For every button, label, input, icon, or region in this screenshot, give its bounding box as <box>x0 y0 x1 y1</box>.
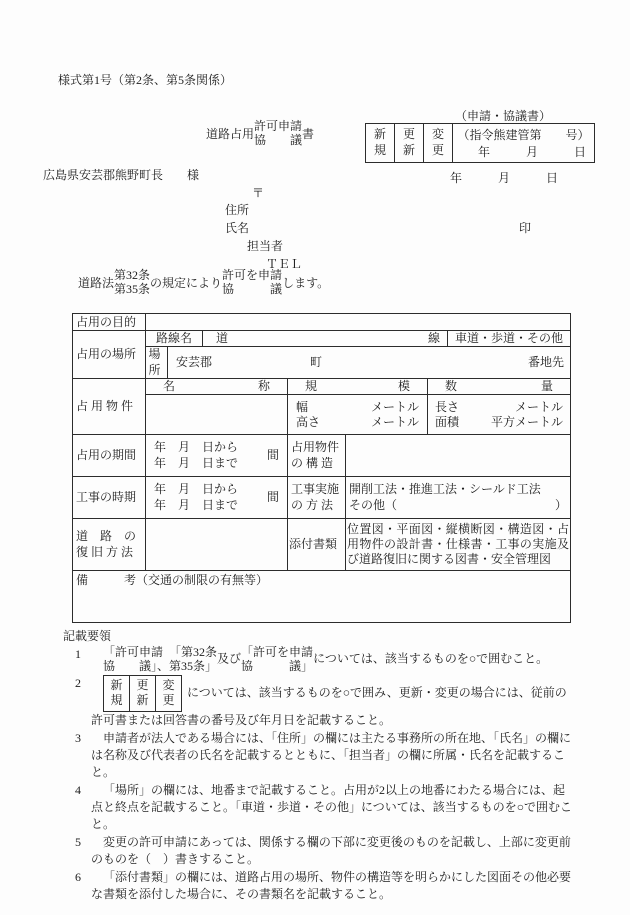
instruction-item-5-body: 変更の許可申請にあっては、関係する欄の下部に変更後のものを記載し、上部に変更前のものを（ ）書きすること。 <box>91 834 571 866</box>
instruction-item-2-body <box>91 675 575 729</box>
instruction-item-6: 6 「添付書類」の欄には、道路占用の場所、物件の構造等を明らかにした図面その他必要な書類を添付した場合に、その書類名を記載すること。 <box>63 869 575 903</box>
permit-option-new: 新規 <box>366 124 395 162</box>
object-name-cell <box>146 395 288 435</box>
occupancy-form-table <box>72 313 571 623</box>
scale-header-cell: 規 模 <box>288 379 428 395</box>
instruction-item-2: 2 新規 更新 変更 については、該当するものを○で囲み、更新・変更の場合には、従前の許可書または回答書の番号及び年月日を記載すること。 <box>63 675 575 729</box>
note2-tail: については、該当するものを○で囲み、更新・変更の場合には、従前の許可書または回答書の番号及び年月日を記載すること。 <box>91 684 567 727</box>
method-label-cell: 工事実施 の 方 法 <box>288 477 346 519</box>
spot-county: 安芸郡 <box>176 355 213 370</box>
height-unit: メートル <box>370 414 419 429</box>
note1-mid: 及び <box>217 651 242 666</box>
address-field-label: 住所 <box>225 203 250 217</box>
form-title-stack <box>254 119 302 148</box>
method-options: 開削工法・推進工法・シールド工法 <box>349 482 541 497</box>
area-label: 面積 <box>435 414 460 429</box>
form-title-suffix: 書 <box>302 126 315 141</box>
form-title-stack-top: 許可申請 <box>254 119 303 133</box>
note1-stack-permit: 「許可申請 協 議」、 <box>103 645 170 673</box>
length-label: 長さ <box>435 399 460 414</box>
restore-value-cell <box>146 519 288 571</box>
name-header-cell: 名 称 <box>146 379 288 395</box>
instruction-item-3-body: 申請者が法人である場合には、「住所」の欄には主たる事務所の所在地、「氏名」の欄には名称及び代表者の氏名を記載するとともに、「担当者」の欄に所属・氏名を記載すること。 <box>91 730 572 779</box>
directive-number-line: （指令熊建管第 号） <box>457 128 590 142</box>
spot-value-cell <box>168 347 571 379</box>
application-consultation-note: （申請・協議書） <box>455 109 552 123</box>
instruction-item-4: 4 「場所」の欄には、地番まで記載すること。占用が2以上の地番にわたる場合には、起点と終点を記載すること。「車道・歩道・その他」については、該当するものを○で囲むこと。 <box>63 782 575 833</box>
structure-value-cell <box>346 435 571 477</box>
instructions-heading: 記載要領 <box>63 629 112 643</box>
seal-mark: 印 <box>519 221 532 235</box>
law-mid: の規定により <box>150 275 223 290</box>
remarks-cell: 備 考（交通の制限の有無等） <box>73 571 571 623</box>
law-articles-stack <box>114 268 150 297</box>
method-other-open: その他（ <box>349 497 398 512</box>
route-pre: 道 <box>216 331 229 345</box>
name-field-label: 氏名 <box>225 221 250 235</box>
work-time-row-label: 工事の時期 <box>73 477 146 519</box>
style-number: 様式第1号（第2条、第5条関係） <box>58 73 233 87</box>
permit-option-renew: 更新 <box>395 124 424 162</box>
route-post: 線 <box>427 331 440 345</box>
application-date-line: 年 月 日 <box>450 171 559 185</box>
law-reference-sentence <box>78 268 329 297</box>
work-from: 年 月 日から <box>154 482 239 497</box>
note1-stack-articles: 「第32条 第35条」 <box>169 645 218 673</box>
object-row-label: 占 用 物 件 <box>73 379 146 435</box>
road-type-options: 車道・歩道・その他 <box>448 331 571 347</box>
height-label: 高さ <box>296 414 321 429</box>
note2-permit-type-box: 新規 更新 変更 <box>103 675 182 712</box>
instruction-item-3: 3 申請者が法人である場合には、「住所」の欄には主たる事務所の所在地、「氏名」の欄には名称及び代表者の氏名を記載するとともに、「担当者」の欄に所属・氏名を記載すること。 <box>63 730 575 781</box>
form-title <box>206 119 314 148</box>
purpose-value-cell <box>146 314 571 331</box>
law-action-apply: 許可を申請 <box>222 268 283 282</box>
instruction-item-6-body: 「添付書類」の欄には、道路占用の場所、物件の構造等を明らかにした図面その他必要な書類を添付した場合に、その書類名を記載すること。 <box>91 869 572 901</box>
spot-suffix: 番地先 <box>527 355 564 370</box>
structure-label-cell: 占用物件 の 構 造 <box>288 435 346 477</box>
period-row-label: 占用の期間 <box>73 435 146 477</box>
note1-tail: については、該当するものを○で囲むこと。 <box>313 651 549 666</box>
period-value-cell <box>146 435 288 477</box>
instruction-item-5: 5 変更の許可申請にあっては、関係する欄の下部に変更後のものを記載し、上部に変更前のものを（ ）書きすること。 <box>63 834 575 868</box>
law-action-stack <box>222 268 282 297</box>
postal-mark: 〒 <box>252 186 265 200</box>
law-article-35: 第35条 <box>114 282 151 297</box>
instruction-item-1: 1 「許可申請 協 議」、 「第32条 第35条」 及び 「許可を申請 協 議」 については、該当するものを○で囲むこと。 <box>63 646 575 674</box>
work-interval: 間 <box>266 490 279 505</box>
area-unit: 平方メートル <box>490 414 563 429</box>
purpose-row-label: 占用の目的 <box>73 314 146 331</box>
law-lead: 道路法 <box>78 275 115 290</box>
period-interval: 間 <box>266 448 279 463</box>
period-to: 年 月 日まで <box>154 455 239 470</box>
permit-option-change: 変更 <box>424 124 453 162</box>
law-action-consult: 協 議 <box>222 282 283 297</box>
work-time-value-cell <box>146 477 288 519</box>
filling-instructions <box>63 628 575 903</box>
spot-label-cell: 場所 <box>146 347 168 379</box>
directive-date-line: 年 月 日 <box>477 145 586 159</box>
work-to: 年 月 日まで <box>154 497 239 512</box>
spot-town: 町 <box>310 355 323 370</box>
length-unit: メートル <box>514 399 563 414</box>
law-tail: します。 <box>282 275 330 290</box>
restore-row-label: 道 路 の 復 旧 方 法 <box>73 519 146 571</box>
form-title-prefix: 道路占用 <box>206 126 255 141</box>
quantity-header-cell: 数 量 <box>428 379 571 395</box>
method-other-close: ） <box>554 497 567 512</box>
place-row-label: 占用の場所 <box>73 331 146 379</box>
addressee-line: 広島県安芸郡熊野町長 様 <box>43 168 200 182</box>
route-name-label: 路線名 <box>146 331 203 347</box>
permit-type-box <box>365 123 595 163</box>
law-article-32: 第32条 <box>114 268 151 282</box>
instruction-item-1-body <box>91 646 575 674</box>
attachments-label-cell: 添付書類 <box>288 519 346 571</box>
contact-person-label: 担当者 <box>247 239 284 253</box>
tel-label: ＴＥＬ <box>266 257 303 271</box>
note1-stack-action: 「許可を申請 協 議」 <box>241 645 314 673</box>
object-scale-cell <box>288 395 428 435</box>
width-unit: メートル <box>370 399 419 414</box>
instruction-item-4-body: 「場所」の欄には、地番まで記載すること。占用が2以上の地番にわたる場合には、起点と終点を記載すること。「車道・歩道・その他」については、該当するものを○で囲むこと。 <box>91 782 573 831</box>
permit-directive-cell <box>453 124 594 162</box>
period-from: 年 月 日から <box>154 440 239 455</box>
object-quantity-cell <box>428 395 571 435</box>
method-value-cell <box>346 477 571 519</box>
width-label: 幅 <box>296 399 309 414</box>
route-name-cell <box>203 331 448 347</box>
attachments-value-cell: 位置図・平面図・縦横断図・構造図・占用物件の設計書・仕様書・工事の実施及び道路復旧に関する図書・安全管理図 <box>346 519 571 571</box>
form-title-stack-bottom: 協 議 <box>254 133 303 148</box>
